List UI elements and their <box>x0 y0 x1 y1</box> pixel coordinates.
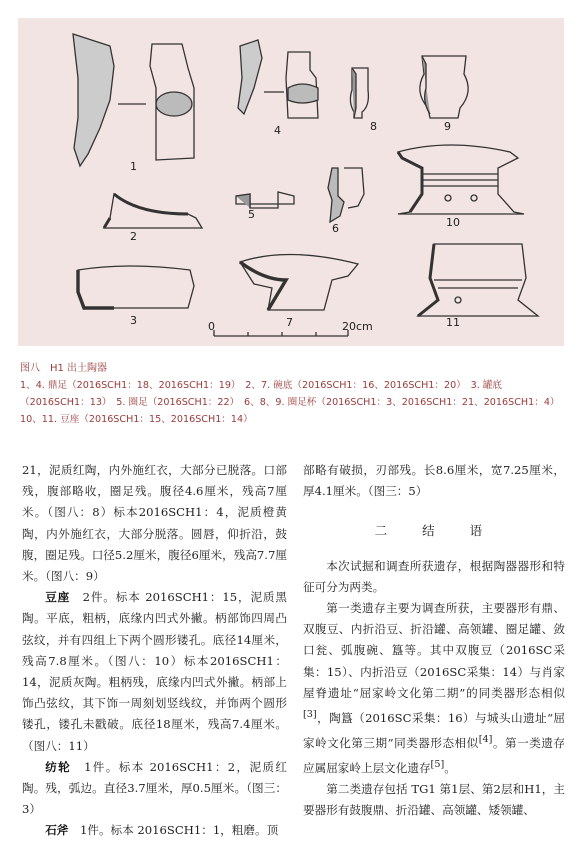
figure-label: 3 <box>130 314 137 327</box>
paragraph-dou-base <box>22 587 287 757</box>
paragraph-text: 。 <box>444 761 456 776</box>
figure-label: 4 <box>274 124 281 137</box>
drawing-3 <box>78 266 194 308</box>
paragraph-text: 。第一类遗存应属屈家岭上层文化遗存 <box>303 735 565 776</box>
scale-bar <box>214 330 348 336</box>
figure-label: 9 <box>444 120 451 133</box>
paragraph: 本次试掘和调查所获遗存，根据陶器器形和特征可分为两类。 <box>303 558 565 594</box>
figure-label: 10 <box>446 216 460 229</box>
term-stone-axe: 石斧 <box>45 823 69 838</box>
paragraph: 部略有破损，刃部残。长8.6厘米，宽7.25厘米，厚4.1厘米。（图三：5） <box>303 463 565 499</box>
paragraph-text: 1件。标本 2016SCH1：1，粗磨。顶 <box>68 823 279 838</box>
scale-end: 20cm <box>342 320 373 333</box>
paragraph-text: 1件。标本 2016SCH1：2，泥质红陶。残，弧边。直径3.7厘米，厚0.5厘米。（图三：3） <box>22 759 287 817</box>
drawing-8 <box>350 68 368 118</box>
paragraph-text: 第一类遗存主要为调查所获，主要器形有鼎、双腹豆、内折沿豆、折沿罐、高领罐、圈足罐、敛口瓮、弧腹碗、簋等。其中双腹豆（2016SC采集：15）、内折沿豆（2016SC采集：14）与肖家屋脊遗址“屈家岭文化第二期”的同类器形态相似 <box>303 601 565 700</box>
paragraph: 第二类遗存包括 TG1 第1层、第2层和H1，主要器形有鼓腹鼎、折沿罐、高领罐、矮领罐、 <box>303 782 565 818</box>
term-spindle-whorl: 纺轮 <box>45 759 72 774</box>
reference-mark: [3] <box>303 709 317 721</box>
figure-label: 6 <box>332 222 339 235</box>
drawing-4 <box>238 40 318 118</box>
paragraph-text: ，陶簋（2016SC采集：16）与城头山遗址“屈家岭文化第三期”同类器形态相似 <box>303 710 565 750</box>
figure-label: 7 <box>286 316 293 329</box>
drawing-2 <box>104 194 202 228</box>
left-column <box>22 460 287 842</box>
drawing-1 <box>73 34 194 166</box>
figure-caption-text: 1、4. 鼎足（2016SCH1：18、2016SCH1：19） 2、7. 碗底（2016SCH1：16、2016SCH1：20） 3. 罐底（2016SCH1：13） 5. 圈足（2016SCH1：22） 6、8、9. 圈足杯（2016SCH1：3、2016SCH1：21、2016SCH1：4） 10、11. 豆座（2016SCH1：15、2016SCH1：14） <box>20 380 565 425</box>
drawing-11 <box>418 244 538 316</box>
paragraph: 21，泥质红陶，内外施红衣，大部分已脱落。口部残，腹部略收，圈足残。腹径4.6厘米，残高7厘米。（图八：8）标本2016SCH1：4，泥质橙黄陶，内外施红衣，大部分脱落。圆唇，仰折沿，鼓腹，圈足残。口径5.2厘米，腹径6厘米，残高7.7厘米。（图八：9） <box>22 463 287 584</box>
drawing-10 <box>398 145 524 214</box>
pottery-drawings <box>18 18 564 346</box>
figure-label: 8 <box>370 120 377 133</box>
drawing-6 <box>328 168 364 222</box>
section-heading: 二 结 语 <box>374 523 494 539</box>
reference-mark: [4] <box>478 734 493 746</box>
figure-label: 5 <box>248 208 255 221</box>
right-column <box>303 460 565 822</box>
paragraph-stone-axe <box>22 820 287 841</box>
drawing-5 <box>236 192 294 208</box>
paragraph-first-type <box>303 598 565 779</box>
term-dou-base: 豆座 <box>45 590 71 605</box>
paragraph-text: 2件。标本 2016SCH1：15，泥质黑陶。平底，粗柄，底缘内凹式外撇。柄部饰四周凸弦纹，并有四组上下两个圆形镂孔。底径14厘米，残高7.8厘米。（图八：10）标本2016SCH1：14，泥质灰陶。粗柄残，底缘内凹式外撇。柄部上饰凸弦纹，其下饰一周刻划竖线纹，并饰两个圆形镂孔，镂孔未戳破。底径18厘米，残高7.4厘米。（图八：11） <box>22 590 287 753</box>
drawing-7 <box>240 254 358 310</box>
figure-label: 11 <box>446 316 460 329</box>
scale-start: 0 <box>208 320 215 333</box>
figure-label: 1 <box>130 160 137 173</box>
pottery-figure <box>18 18 564 346</box>
figure-caption-title: 图八 H1 出土陶器 <box>20 363 108 374</box>
reference-mark: [5] <box>430 759 445 771</box>
paragraph-spindle-whorl <box>22 757 287 821</box>
drawing-9 <box>420 56 468 118</box>
figure-label: 2 <box>130 230 137 243</box>
